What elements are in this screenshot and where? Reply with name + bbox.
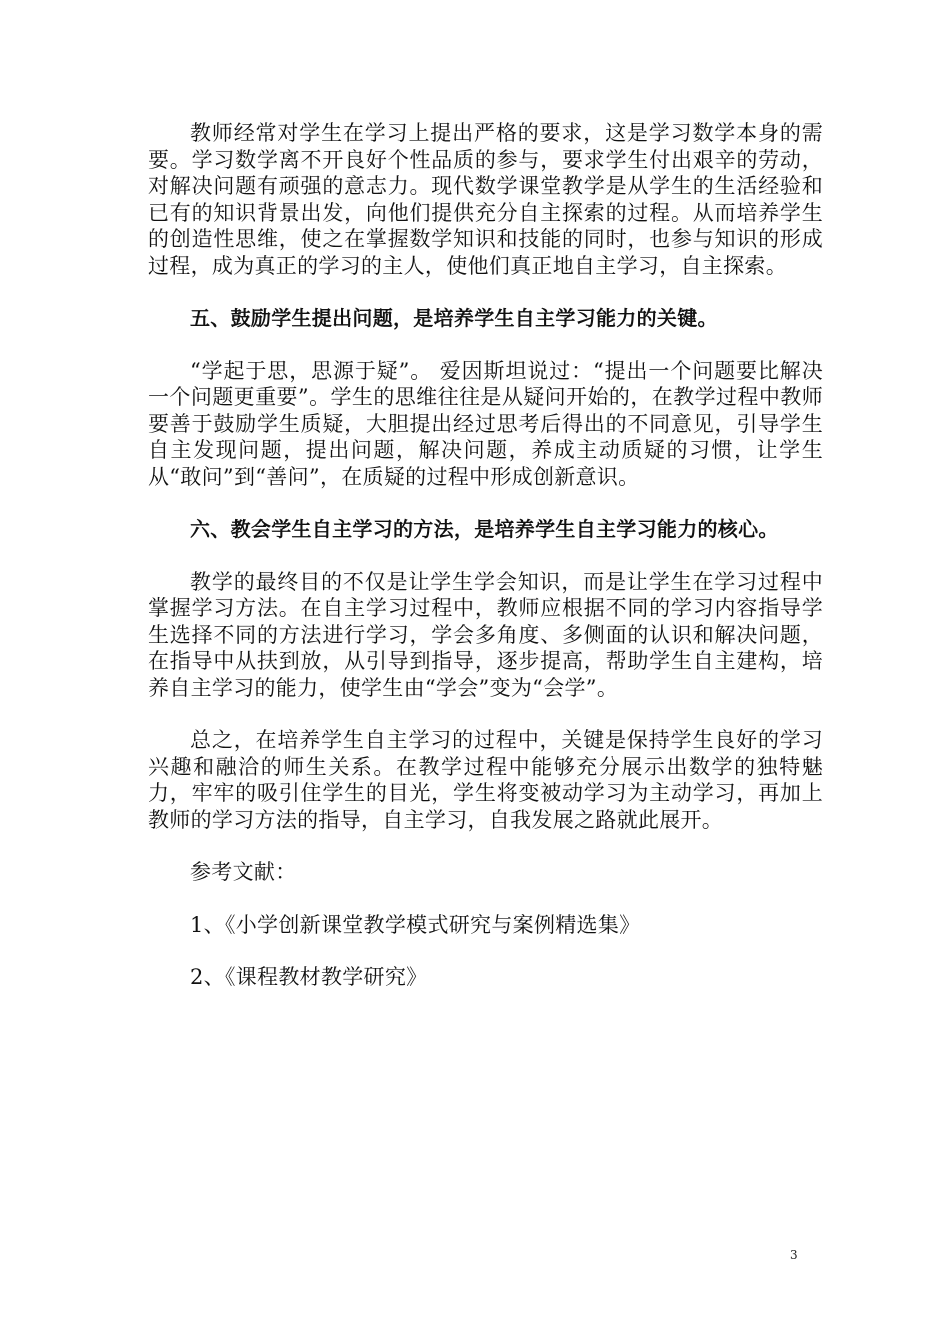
paragraph-conclusion: 总之，在培养学生自主学习的过程中，关键是保持学生良好的学习兴趣和融洽的师生关系。在教学过程中能够充分展示出数学的独特魅力，牢牢的吸引住学生的目光，学生将变被动学习为主动学习，再加上教师的学习方法的指导，自主学习，自我发展之路就此展开。 bbox=[148, 728, 823, 832]
page-number: 3 bbox=[790, 1248, 798, 1262]
paragraph-strict-requirements: 教师经常对学生在学习上提出严格的要求，这是学习数学本身的需要。学习数学离不开良好个性品质的参与，要求学生付出艰辛的劳动，对解决问题有顽强的意志力。现代数学课堂教学是从学生的生活经验和已有的知识背景出发，向他们提供充分自主探索的过程。从而培养学生的创造性思维，使之在掌握数学知识和技能的同时，也参与知识的形成过程，成为真正的学习的主人，使他们真正地自主学习，自主探索。 bbox=[148, 121, 823, 278]
document-body bbox=[148, 120, 823, 991]
references-label: 参考文献： bbox=[190, 860, 297, 884]
paragraph-questioning: “学起于思，思源于疑”。 爱因斯坦说过：“提出一个问题要比解决一个问题更重要”。学生的思维往往是从疑问开始的，在教学过程中教师要善于鼓励学生质疑，大胆提出经过思考后得出的不同意见，引导学生自主发现问题，提出问题，解决问题，养成主动质疑的习惯，让学生从“敢问”到“善问”，在质疑的过程中形成创新意识。 bbox=[148, 358, 823, 489]
paragraph-learning-methods: 教学的最终目的不仅是让学生学会知识，而是让学生在学习过程中掌握学习方法。在自主学习过程中，教师应根据不同的学习内容指导学生选择不同的方法进行学习，学会多角度、多侧面的认识和解决问题，在指导中从扶到放，从引导到指导，逐步提高，帮助学生自主建构，培养自主学习的能力，使学生由“学会”变为“会学”。 bbox=[148, 569, 823, 700]
reference-item-1: 1、《小学创新课堂教学模式研究与案例精选集》 bbox=[190, 912, 641, 937]
reference-item-2: 2、《课程教材教学研究》 bbox=[190, 965, 428, 989]
section-heading-six: 六、教会学生自主学习的方法，是培养学生自主学习能力的核心。 bbox=[190, 517, 779, 541]
section-heading-five: 五、鼓励学生提出问题，是培养学生自主学习能力的关键。 bbox=[190, 306, 718, 330]
